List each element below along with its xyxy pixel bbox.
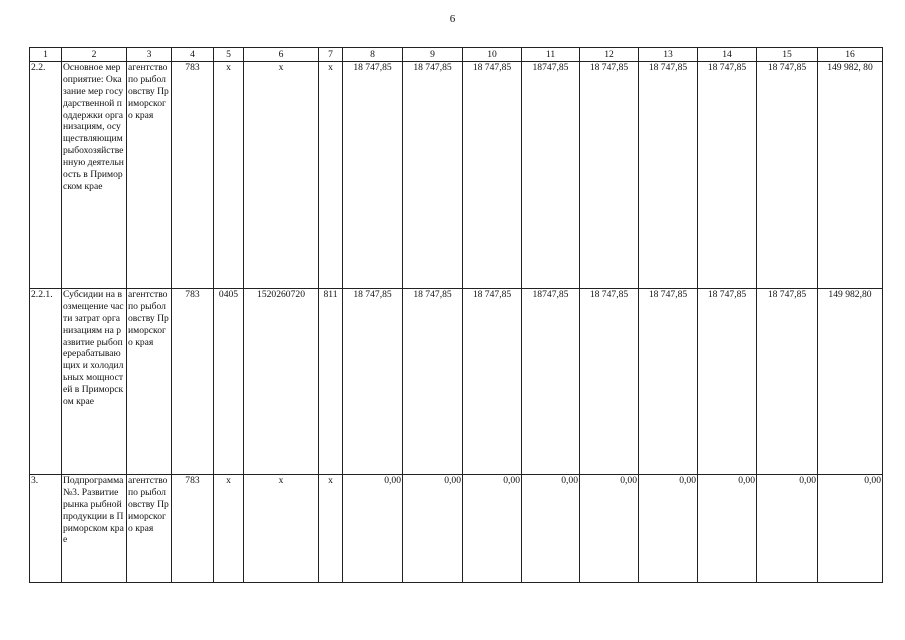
amount-cell: 0,00 bbox=[757, 474, 818, 582]
amount-cell: 18 747,85 bbox=[698, 61, 757, 288]
section-code: 0405 bbox=[214, 288, 244, 474]
amount-cell: 18 747,85 bbox=[639, 61, 698, 288]
header-cell: 16 bbox=[818, 48, 883, 62]
expense-type-code: x bbox=[319, 474, 343, 582]
table-header-row bbox=[30, 48, 883, 62]
section-code: x bbox=[214, 61, 244, 288]
amount-cell: 18747,85 bbox=[522, 61, 580, 288]
target-article-code: 1520260720 bbox=[244, 288, 319, 474]
ministry-code: 783 bbox=[172, 474, 214, 582]
header-cell: 1 bbox=[30, 48, 62, 62]
responsible-agency: агентство по рыболовству Приморского края bbox=[127, 288, 172, 474]
header-cell: 14 bbox=[698, 48, 757, 62]
header-cell: 12 bbox=[580, 48, 639, 62]
section-code: x bbox=[214, 474, 244, 582]
row-number: 3. bbox=[30, 474, 62, 582]
header-cell: 11 bbox=[522, 48, 580, 62]
amount-cell: 18 747,85 bbox=[757, 288, 818, 474]
amount-cell: 0,00 bbox=[698, 474, 757, 582]
amount-cell: 18 747,85 bbox=[403, 61, 463, 288]
table-row bbox=[30, 61, 883, 288]
responsible-agency: агентство по рыболовству Приморского края bbox=[127, 61, 172, 288]
amount-cell: 18 747,85 bbox=[343, 288, 403, 474]
row-number: 2.2.1. bbox=[30, 288, 62, 474]
amount-cell: 0,00 bbox=[343, 474, 403, 582]
total-cell: 149 982,80 bbox=[818, 288, 883, 474]
row-number: 2.2. bbox=[30, 61, 62, 288]
amount-cell: 0,00 bbox=[403, 474, 463, 582]
header-cell: 10 bbox=[463, 48, 522, 62]
amount-cell: 18 747,85 bbox=[403, 288, 463, 474]
header-cell: 15 bbox=[757, 48, 818, 62]
page-number: 6 bbox=[449, 13, 456, 25]
amount-cell: 18 747,85 bbox=[698, 288, 757, 474]
amount-cell: 0,00 bbox=[639, 474, 698, 582]
header-cell: 6 bbox=[244, 48, 319, 62]
header-cell: 2 bbox=[62, 48, 127, 62]
header-cell: 8 bbox=[343, 48, 403, 62]
amount-cell: 0,00 bbox=[580, 474, 639, 582]
budget-table bbox=[29, 47, 883, 583]
header-cell: 7 bbox=[319, 48, 343, 62]
amount-cell: 18 747,85 bbox=[580, 288, 639, 474]
amount-cell: 0,00 bbox=[463, 474, 522, 582]
expense-type-code: 811 bbox=[319, 288, 343, 474]
header-cell: 5 bbox=[214, 48, 244, 62]
amount-cell: 18 747,85 bbox=[463, 288, 522, 474]
amount-cell: 18747,85 bbox=[522, 288, 580, 474]
table-row bbox=[30, 474, 883, 582]
amount-cell: 0,00 bbox=[522, 474, 580, 582]
total-cell: 149 982, 80 bbox=[818, 61, 883, 288]
amount-cell: 18 747,85 bbox=[463, 61, 522, 288]
target-article-code: x bbox=[244, 474, 319, 582]
ministry-code: 783 bbox=[172, 61, 214, 288]
amount-cell: 18 747,85 bbox=[639, 288, 698, 474]
header-cell: 13 bbox=[639, 48, 698, 62]
expense-type-code: x bbox=[319, 61, 343, 288]
total-cell: 0,00 bbox=[818, 474, 883, 582]
table-row bbox=[30, 288, 883, 474]
amount-cell: 18 747,85 bbox=[580, 61, 639, 288]
responsible-agency: агентство по рыболовству Приморского края bbox=[127, 474, 172, 582]
header-cell: 4 bbox=[172, 48, 214, 62]
amount-cell: 18 747,85 bbox=[343, 61, 403, 288]
event-name: Субсидии на возмещение части затрат организациям на развитие рыбоперерабатывающих и холодильных мощностей в Приморском крае bbox=[62, 288, 127, 474]
header-cell: 3 bbox=[127, 48, 172, 62]
target-article-code: x bbox=[244, 61, 319, 288]
header-cell: 9 bbox=[403, 48, 463, 62]
event-name: Основное мероприятие: Оказание мер государственной поддержки организациям, осуществляющим рыбохозяйственную деятельность в Приморском крае bbox=[62, 61, 127, 288]
ministry-code: 783 bbox=[172, 288, 214, 474]
amount-cell: 18 747,85 bbox=[757, 61, 818, 288]
event-name: Подпрограмма №3. Развитие рынка рыбной продукции в Приморском крае bbox=[62, 474, 127, 582]
